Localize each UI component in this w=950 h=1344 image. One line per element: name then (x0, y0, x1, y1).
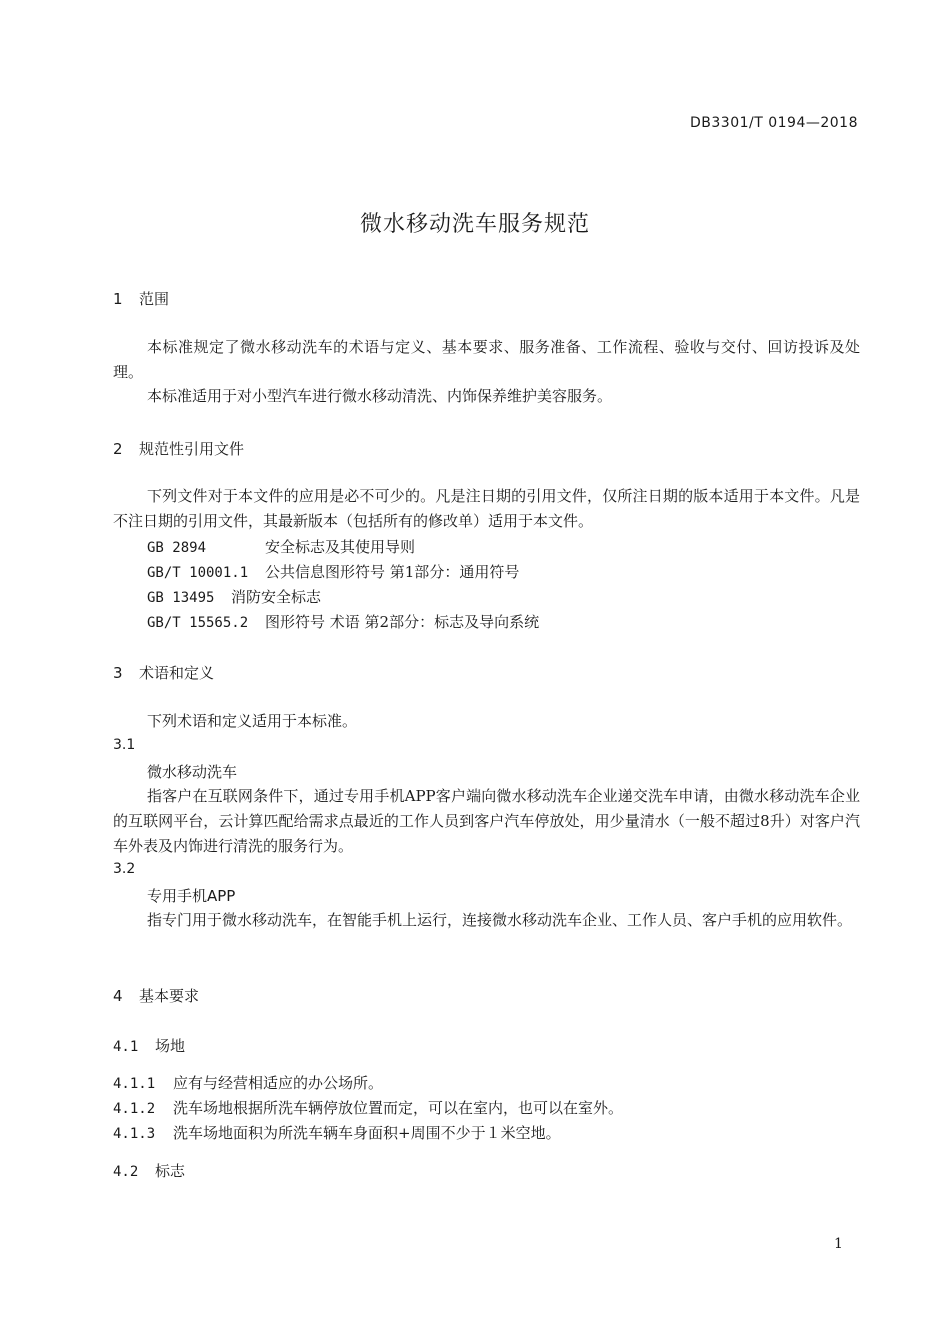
term-definition: 指专门用于微水移动洗车，在智能手机上运行，连接微水移动洗车企业、工作人员、客户手机的应用软件。 (147, 911, 853, 929)
document-number: DB3301/T 0194—2018 (690, 115, 858, 131)
section-2-heading (113, 438, 244, 459)
section-3-intro: 下列术语和定义适用于本标准。 (147, 712, 358, 730)
section-2-paragraph-1: 下列文件对于本文件的应用是必不可少的。凡是注日期的引用文件，仅所注日期的版本适用于本文件。凡是不注日期的引用文件，其最新版本（包括所有的修改单）适用于本文件。 (113, 487, 860, 530)
reference-item (147, 586, 321, 607)
subsection-title: 场地 (155, 1037, 186, 1055)
term-number: 3.2 (113, 861, 136, 877)
clause-item (113, 1097, 623, 1118)
section-3-heading (113, 662, 214, 683)
section-4-heading (113, 985, 199, 1006)
clause-item (113, 1122, 561, 1143)
clause-number: 4.1.3 (113, 1126, 156, 1142)
reference-code: GB 2894 (147, 540, 207, 556)
section-1-heading (113, 288, 169, 309)
clause-text: 应有与经营相适应的办公场所。 (173, 1074, 384, 1092)
section-number: 2 (113, 440, 123, 458)
term-name: 专用手机APP (147, 887, 236, 905)
clause-text: 洗车场地面积为所洗车辆车身面积+周围不少于１米空地。 (173, 1124, 561, 1142)
subsection-4-2-heading (113, 1160, 185, 1181)
reference-item (147, 536, 415, 557)
section-title: 术语和定义 (139, 664, 215, 682)
reference-title: 图形符号 术语 第2部分：标志及导向系统 (265, 613, 540, 631)
section-title: 基本要求 (139, 987, 200, 1005)
section-1-paragraph-2: 本标准适用于对小型汽车进行微水移动清洗、内饰保养维护美容服务。 (147, 387, 613, 405)
reference-title: 安全标志及其使用导则 (265, 538, 416, 556)
section-title: 范围 (139, 290, 170, 308)
section-number: 3 (113, 664, 123, 682)
clause-item (113, 1072, 383, 1093)
section-title: 规范性引用文件 (139, 440, 245, 458)
reference-title: 公共信息图形符号 第1部分：通用符号 (265, 563, 520, 581)
reference-title: 消防安全标志 (231, 588, 322, 606)
section-number: 1 (113, 290, 123, 308)
clause-number: 4.1.2 (113, 1101, 156, 1117)
reference-item (147, 611, 539, 632)
section-1-paragraph-1: 本标准规定了微水移动洗车的术语与定义、基本要求、服务准备、工作流程、验收与交付、回访投诉及处理。 (113, 338, 860, 381)
subsection-title: 标志 (155, 1162, 186, 1180)
subsection-4-1-heading (113, 1035, 185, 1056)
subsection-number: 4.2 (113, 1164, 139, 1180)
page-number: 1 (834, 1236, 843, 1252)
document-title: 微水移动洗车服务规范 (359, 212, 590, 237)
clause-text: 洗车场地根据所洗车辆停放位置而定，可以在室内，也可以在室外。 (173, 1099, 624, 1117)
subsection-number: 4.1 (113, 1039, 139, 1055)
reference-code: GB/T 10001.1 (147, 565, 249, 581)
term-name: 微水移动洗车 (147, 763, 238, 781)
term-number: 3.1 (113, 737, 136, 753)
reference-item (147, 561, 519, 582)
term-definition: 指客户在互联网条件下，通过专用手机APP客户端向微水移动洗车企业递交洗车申请，由微水移动洗车企业的互联网平台，云计算匹配给需求点最近的工作人员到客户汽车停放处，用少量清水（一般不超过8升）对客户汽车外表及内饰进行清洗的服务行为。 (113, 787, 860, 855)
reference-code: GB 13495 (147, 590, 215, 606)
clause-number: 4.1.1 (113, 1076, 156, 1092)
reference-code: GB/T 15565.2 (147, 615, 249, 631)
section-number: 4 (113, 987, 123, 1005)
